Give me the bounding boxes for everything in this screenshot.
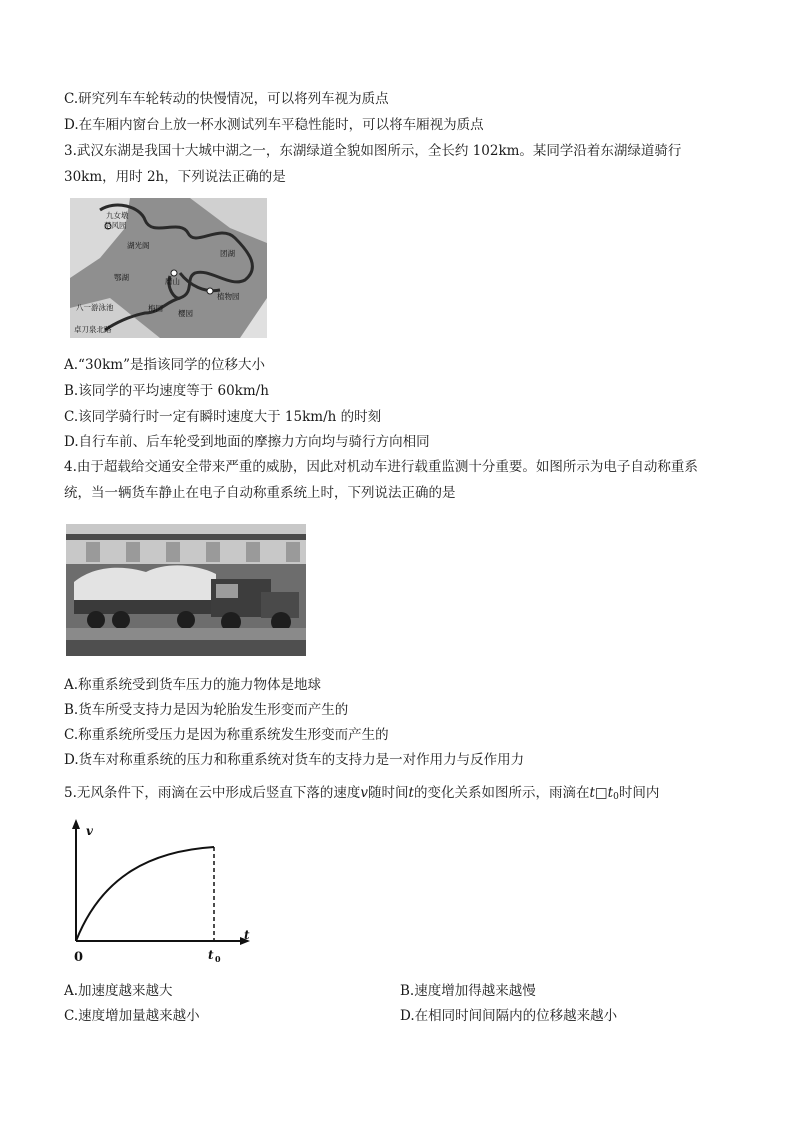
map-label: 梅园: [148, 304, 163, 313]
t0-label: t: [208, 948, 214, 962]
q5-stem-v: v: [360, 785, 369, 801]
truck-on-weighbridge-photo: [66, 524, 306, 656]
q2-option-c: C.研究列车车轮转动的快慢情况，可以将列车视为质点: [64, 91, 389, 107]
q4-option-d: D.货车对称重系统的压力和称重系统对货车的支持力是一对作用力与反作用力: [64, 752, 525, 768]
map-label: 湖光阁: [127, 241, 150, 250]
q3-stem-line1: 3.武汉东湖是我国十大城中湖之一，东湖绿道全貌如图所示，全长约 102km。某同学沿着东湖绿道骑行: [64, 143, 682, 159]
map-label: 卓刀泉北路: [74, 325, 112, 334]
x-axis-label: t: [244, 928, 250, 942]
map-label: 樱园: [178, 309, 193, 318]
t0-subscript: 0: [215, 954, 221, 964]
map-label: 鄂湖: [114, 273, 129, 282]
q3-option-a: A.“30km”是指该同学的位移大小: [64, 357, 266, 373]
q5-stem-t0: t: [607, 785, 614, 801]
q3-option-d: D.自行车前、后车轮受到地面的摩擦力方向均与骑行方向相同: [64, 434, 430, 450]
q5-option-b: B.速度增加得越来越慢: [400, 983, 536, 999]
q5-option-d: D.在相同时间间隔内的位移越来越小: [400, 1008, 618, 1024]
v-t-graph-drawing: [62, 815, 262, 965]
q4-option-a: A.称重系统受到货车压力的施力物体是地球: [64, 677, 322, 693]
q5-stem-part: 的变化关系如图所示，雨滴在: [413, 785, 590, 801]
map-label: 八一游泳池: [76, 303, 114, 312]
v-t-graph: [62, 815, 262, 965]
map-label: 磨山: [165, 277, 180, 286]
map-drawing: [70, 198, 267, 338]
q5-stem-part: 时间内: [618, 785, 660, 801]
q4-stem-line2: 统，当一辆货车静止在电子自动称重系统上时，下列说法正确的是: [64, 485, 456, 501]
y-axis-label: v: [86, 824, 93, 838]
q5-stem-t0-sub: 0: [613, 792, 619, 802]
q4-option-b: B.货车所受支持力是因为轮胎发生形变而产生的: [64, 702, 349, 718]
y-axis-arrow: [72, 819, 80, 829]
q5-stem-part: 5.无风条件下，雨滴在云中形成后竖直下落的速度: [64, 785, 361, 801]
q3-option-b: B.该同学的平均速度等于 60km/h: [64, 383, 269, 399]
q5-stem-box: □: [594, 785, 608, 801]
q2-option-d: D.在车厢内窗台上放一杯水测试列车平稳性能时，可以将车厢视为质点: [64, 117, 484, 133]
q4-option-c: C.称重系统所受压力是因为称重系统发生形变而产生的: [64, 727, 389, 743]
truck-drawing: [66, 524, 306, 656]
q5-stem: [64, 784, 659, 806]
origin-label: 0: [74, 950, 84, 965]
q5-option-c: C.速度增加量越来越小: [64, 1008, 200, 1024]
map-label: 团湖: [220, 249, 235, 258]
q5-stem-t: t: [589, 785, 595, 801]
q3-option-c: C.该同学骑行时一定有瞬时速度大于 15km/h 的时刻: [64, 409, 382, 425]
map-label: 植物园: [217, 292, 240, 301]
velocity-curve: [76, 847, 214, 941]
donghu-greenway-map: [70, 198, 267, 338]
q5-stem-part: 随时间: [368, 785, 409, 801]
map-label: 楚风园: [104, 221, 127, 230]
q4-stem-line1: 4.由于超载给交通安全带来严重的威胁，因此对机动车进行载重监测十分重要。如图所示为电子自动称重系: [64, 459, 698, 475]
q5-stem-t: t: [408, 785, 414, 801]
map-label: 九女墩: [106, 211, 129, 220]
q5-option-a: A.加速度越来越大: [64, 983, 173, 999]
q3-stem-line2: 30km，用时 2h，下列说法正确的是: [64, 169, 286, 185]
